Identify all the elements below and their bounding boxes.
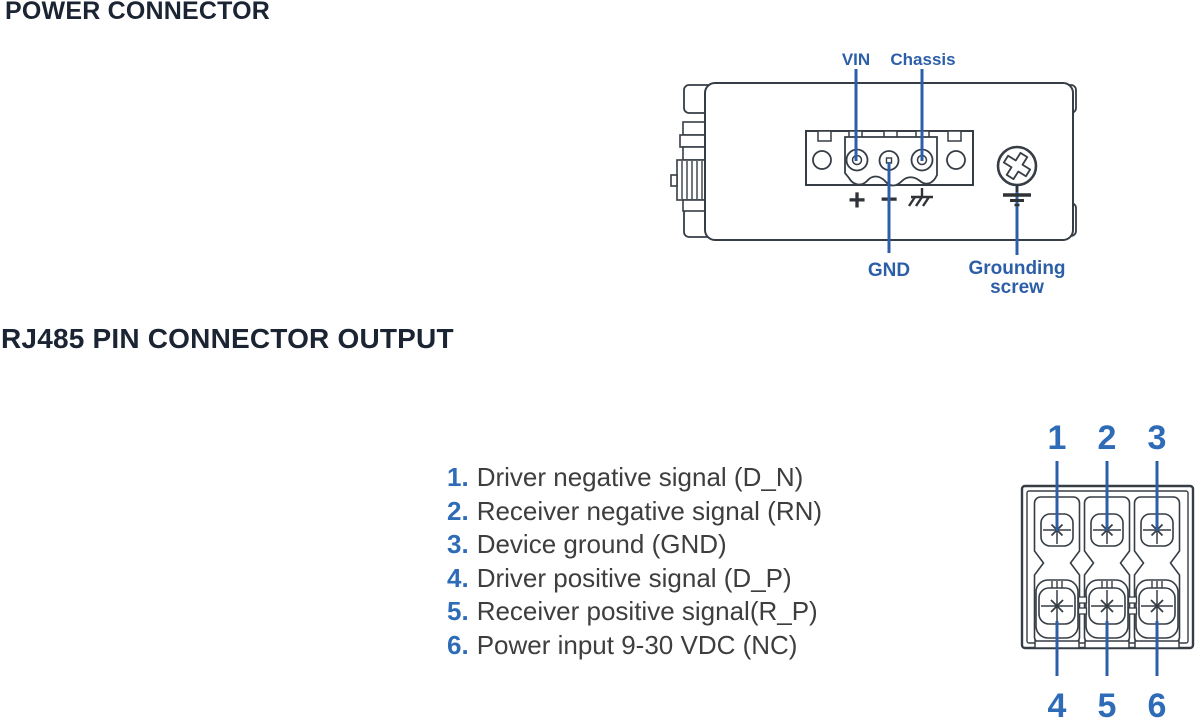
- pin-list-item: [447, 461, 822, 495]
- pin-number: 5.: [447, 596, 469, 626]
- pin-number: 3.: [447, 529, 469, 559]
- antenna-connector: [671, 122, 707, 211]
- connector-pin-number-6: 6: [1147, 687, 1167, 723]
- grounding-screw-label-line1: Grounding: [968, 258, 1066, 279]
- grounding-screw: [998, 147, 1036, 185]
- power-connector-diagram: [660, 40, 1100, 300]
- rj485-heading: RJ485 PIN CONNECTOR OUTPUT: [1, 323, 454, 354]
- pin-number: 2.: [447, 495, 469, 526]
- power-connector-heading: POWER CONNECTOR: [5, 0, 271, 25]
- minus-symbol: −: [880, 183, 898, 216]
- pin-number: 1.: [447, 462, 469, 492]
- pin-number: 6.: [447, 629, 469, 660]
- plus-symbol: +: [848, 184, 866, 217]
- connector-pin-number-5: 5: [1097, 687, 1117, 723]
- pin-list-item: [447, 528, 822, 562]
- grounding-screw-label-line2: screw: [990, 277, 1044, 298]
- pin-number: 4.: [447, 562, 469, 593]
- pin-list-item: [447, 629, 822, 663]
- vin-label: VIN: [841, 50, 871, 69]
- pin-description: Driver positive signal (D_P): [476, 562, 792, 593]
- pin-list-item: [447, 595, 822, 629]
- rj485-connector-diagram: [1010, 413, 1200, 723]
- chassis-label: Chassis: [890, 50, 956, 69]
- connector-pin-number-4: 4: [1047, 687, 1067, 723]
- pin-description: Device ground (GND): [476, 529, 727, 559]
- connector-pin-number-2: 2: [1097, 419, 1117, 457]
- pin-description: Power input 9-30 VDC (NC): [476, 629, 798, 660]
- connector-pin-number-3: 3: [1147, 419, 1167, 457]
- connector-pin-number-1: 1: [1047, 419, 1067, 457]
- rj485-pin-list: [447, 461, 822, 662]
- pin-list-item: [447, 495, 822, 529]
- pin-description: Receiver positive signal(R_P): [476, 596, 818, 626]
- pin-description: Receiver negative signal (RN): [476, 495, 823, 526]
- pin-list-item: [447, 562, 822, 596]
- gnd-label: GND: [867, 260, 911, 281]
- pin-description: Driver negative signal (D_N): [476, 462, 804, 492]
